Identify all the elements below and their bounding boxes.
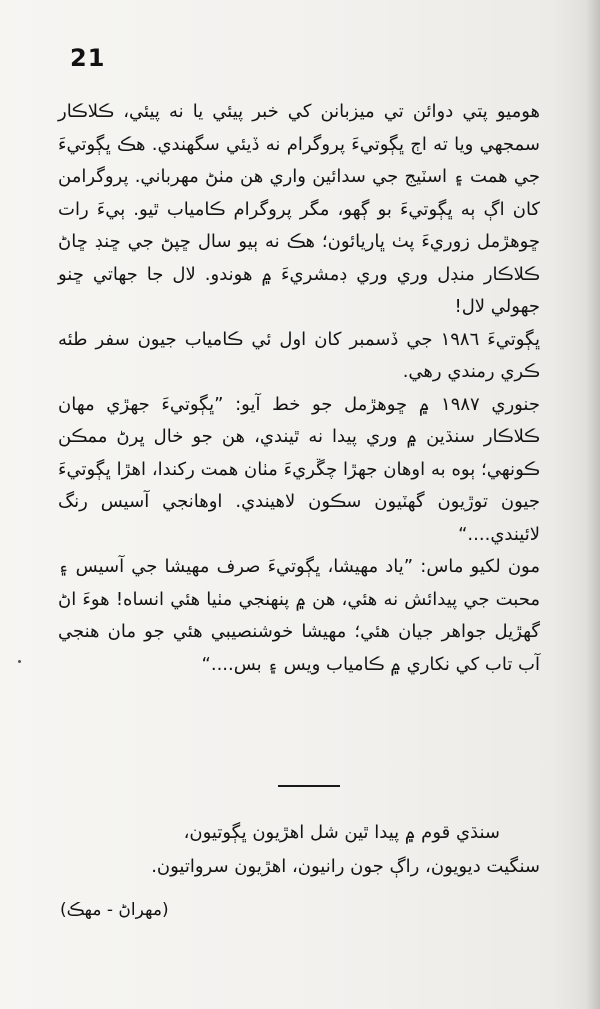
paragraph-1: هوميو پتي دوائن تي ميزبانن کي خبر پيئي يا نه پيئي، ڪلاڪار سمجهي ويا ته اڄ ڀڳوتيءَ پروگرام نه ڏيئي سگهندي. هڪ ڀڳوتيءَ جي همت ۽ اسٽيج جي سدائين واري هن مٺڻ مهرباني. پروگرامن کان اڳ ٻه ڀڳوتيءَ بو ڳهو، مگر پروگرام ڪامياب ٿيو. ٻيءَ رات ڇوهڙمل زوريءَ پٺ ڀاريائون؛ هڪ نه ٻيو سال ڇپڻ جي ڇنڊ ڇاڻ ڪلاڪار منڊل وري وري ڊمشريءَ ۾ هوندو. لال جا جهاتي ڇنو جهولي لال! <box>58 101 540 317</box>
paragraph-3: جنوري ١٩٨٧ ۾ ڇوهڙمل جو خط آيو: ”ڀڳوتيءَ جهڙي مهان ڪلاڪار سنڌين ۾ وري پيدا نه ٿيندي، هن جو خال ڀرڻ ممڪن ڪونهي؛ ٻوه به اوهان جهڙا چڱريءَ مٺان همت رکندا، اهڙا ڀڳوتيءَ جيون توڙيون گهٽيون سڪون لاهيندي. اوهانجي آسيس رنگ لائيندي....“ <box>58 393 540 545</box>
poem-line-2: سنگيت ديويون، راڳ جون رانيون، اهڙيون سرواتيون. <box>151 856 540 877</box>
page-number: 21 <box>70 44 106 72</box>
page-edge-shadow <box>586 0 600 1009</box>
margin-speck <box>18 660 21 663</box>
poem-block <box>50 816 540 884</box>
poem-line-1: سنڌي قوم ۾ پيدا ٿين شل اهڙيون ڀڳوتيون، <box>183 822 500 843</box>
paragraph-4: مون لکيو ماس: ”ياد مهيشا، ڀڳوتيءَ صرف مهيشا جي آسيس ۽ محبت جي پيدائش نه هئي، هن ۾ پنهنجي مٺيا هئي انساه! هوءَ اڻ گهڙيل جواهر جيان هئي؛ مهيشا خوشنصيبي هئي جو مان هنجي آب تاب کي نکاري ۾ ڪامياب ويس ۽ بس....“ <box>58 556 540 675</box>
body-text <box>58 96 540 681</box>
paragraph-2: ڀڳوتيءَ ١٩٨٦ جي ڏسمبر کان اول ئي ڪامياب جيون سفر طئه ڪري رمندي رهي. <box>58 328 540 382</box>
poem-attribution: (مهراڻ - مهڪ) <box>60 900 169 920</box>
section-divider <box>278 785 340 787</box>
